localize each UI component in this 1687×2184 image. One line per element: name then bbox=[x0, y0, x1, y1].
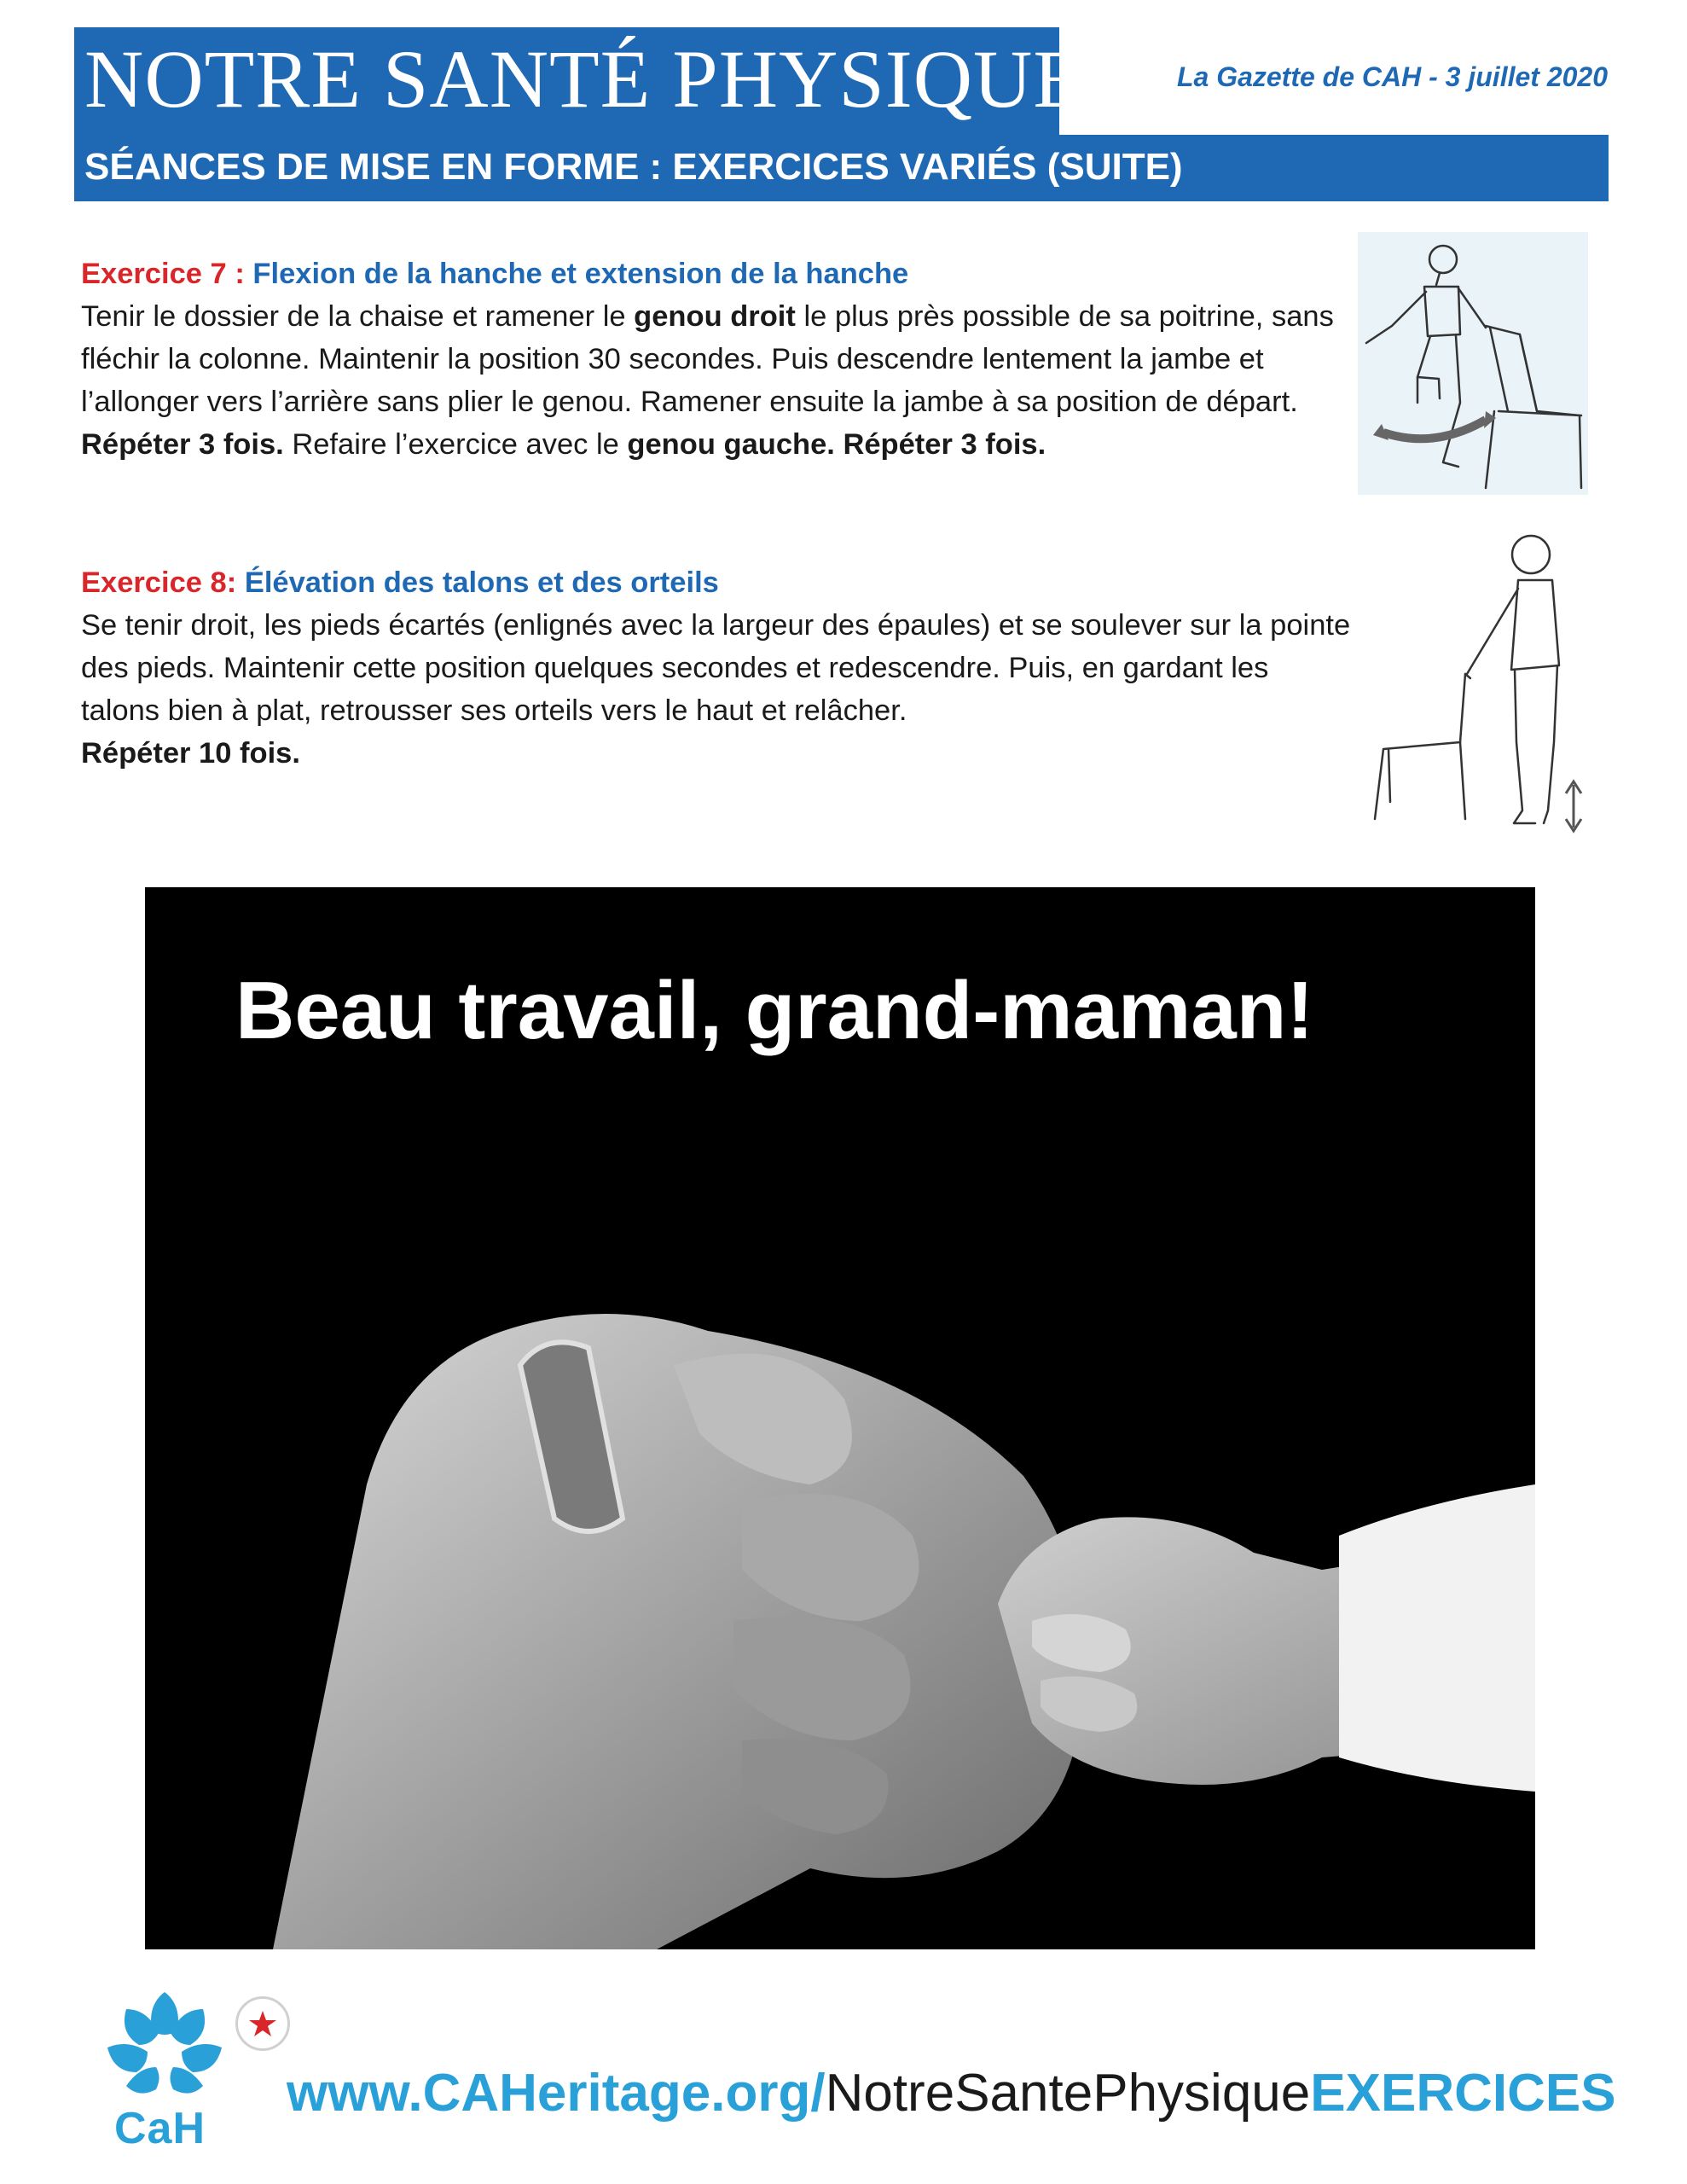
photo-caption: Beau travail, grand-maman! bbox=[235, 965, 1314, 1056]
fist-bump-photo bbox=[145, 887, 1535, 1949]
exercise-8-text: talons bien à plat, retrousser ses orteils vers le haut et relâcher. bbox=[81, 694, 907, 727]
cah-flower-logo-icon bbox=[101, 1984, 229, 2103]
exercise-7-text: fléchir la colonne. Maintenir la position 30 secondes. Puis descendre lentement la jambe et bbox=[81, 343, 1264, 375]
exercise-8-heading bbox=[81, 561, 1350, 604]
exercise-8-text: Se tenir droit, les pieds écartés (enlignés avec la largeur des épaules) et se soulever sur la pointe bbox=[81, 609, 1351, 642]
exercise-8-title: Élévation des talons et des orteils bbox=[244, 566, 719, 599]
exercise-7-heading bbox=[81, 253, 1334, 295]
woman-chair-heel-raise-icon bbox=[1365, 529, 1595, 836]
footer-url-site: www.CAHeritage.org/ bbox=[287, 2064, 826, 2123]
heel-raise-illustration bbox=[1365, 529, 1595, 836]
exercise-7-repeat: Répéter 3 fois. bbox=[81, 428, 284, 461]
exercise-8-number: Exercice 8: bbox=[81, 566, 237, 599]
exercise-8-text: des pieds. Maintenir cette position quelques secondes et redescendre. Puis, en gardant les bbox=[81, 652, 1269, 684]
cah-logo-text: CaH bbox=[114, 2104, 206, 2153]
exercise-8-body bbox=[81, 604, 1350, 775]
footer-url-path: NotreSantePhysique bbox=[825, 2064, 1311, 2123]
page-title: NOTRE SANTÉ PHYSIQUE bbox=[74, 27, 1059, 135]
exercise-7-number: Exercice 7 : bbox=[81, 258, 245, 290]
footer-url-link[interactable] bbox=[287, 2063, 1616, 2123]
exercise-8 bbox=[81, 561, 1350, 775]
exercise-7-text: Tenir le dossier de la chaise et ramener le bbox=[81, 300, 635, 333]
partner-badge bbox=[235, 1996, 290, 2051]
gazette-date: La Gazette de CAH - 3 juillet 2020 bbox=[1176, 61, 1608, 92]
exercise-7-body bbox=[81, 295, 1334, 466]
exercise-7-emphasis: genou droit bbox=[634, 300, 796, 333]
woman-chair-hip-icon bbox=[1358, 232, 1588, 495]
hip-flexion-illustration bbox=[1358, 232, 1588, 495]
exercise-8-repeat: Répéter 10 fois. bbox=[81, 737, 300, 770]
exercise-7-repeat: genou gauche. Répéter 3 fois. bbox=[627, 428, 1046, 461]
exercise-7-text: l’allonger vers l’arrière sans plier le genou. Ramener ensuite la jambe à sa position de départ. bbox=[81, 386, 1298, 418]
red-star-badge-icon bbox=[238, 1999, 287, 2048]
exercise-7 bbox=[81, 253, 1334, 466]
exercise-7-text: le plus près possible de sa poitrine, sans bbox=[795, 300, 1334, 333]
exercise-7-title: Flexion de la hanche et extension de la hanche bbox=[252, 258, 909, 290]
footer-url-exercises: EXERCICES bbox=[1310, 2064, 1616, 2123]
section-subtitle: SÉANCES DE MISE EN FORME : EXERCICES VARIÉS (SUITE) bbox=[74, 135, 1609, 201]
exercise-7-text: Refaire l’exercice avec le bbox=[283, 428, 628, 461]
